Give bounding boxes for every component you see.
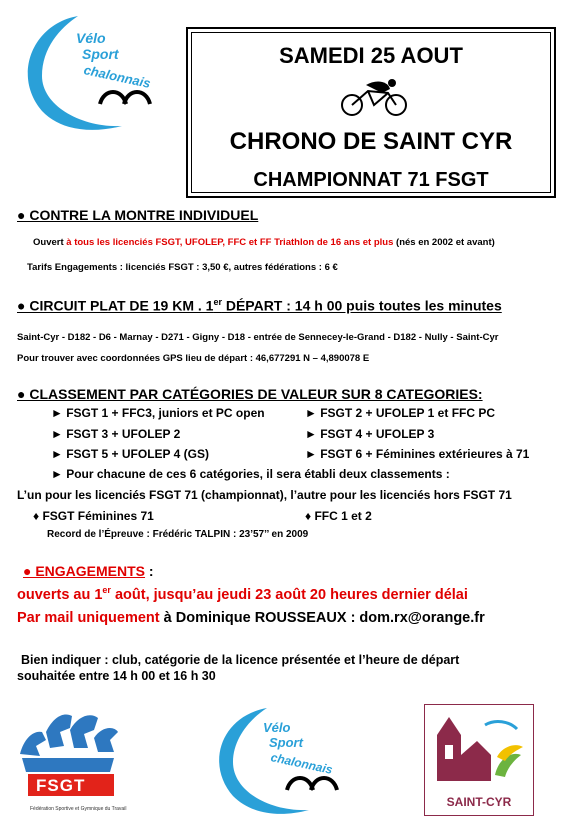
category-feminines: ♦ FSGT Féminines 71 bbox=[33, 509, 154, 523]
record-line: Record de l’Épreuve : Frédéric TALPIN : 23’57’’ en 2009 bbox=[47, 529, 309, 540]
event-date: SAMEDI 25 AOUT bbox=[279, 43, 463, 68]
velo-logo-text-2: Sport bbox=[82, 46, 119, 62]
tarifs-line: Tarifs Engagements : licenciés FSGT : 3,50 €, autres fédérations : 6 € bbox=[27, 262, 338, 273]
fsgt-figures-icon bbox=[6, 702, 136, 822]
velo-logo-text-3: chalonnais bbox=[82, 62, 152, 91]
velo-bottom-text-1: Vélo bbox=[263, 720, 291, 735]
section-engagements: ● ENGAGEMENTS : bbox=[23, 563, 154, 579]
saint-cyr-logo bbox=[424, 704, 534, 816]
saint-cyr-label: SAINT-CYR bbox=[446, 795, 512, 809]
category-1: ► FSGT 1 + FFC3, juniors et PC open bbox=[51, 406, 265, 420]
engagement-dates: ouverts au 1er août, jusqu’au jeudi 23 août 20 heures dernier délai bbox=[17, 585, 468, 603]
open-to-line: Ouvert à tous les licenciés FSGT, UFOLEP, FFC et FF Triathlon de 16 ans et plus (nés en 2002 et avant) bbox=[33, 237, 495, 248]
gps-line: Pour trouver avec coordonnées GPS lieu de départ : 46,677291 N – 4,890078 E bbox=[17, 353, 370, 364]
engagement-mail: Par mail uniquement à Dominique ROUSSEAUX : dom.rx@orange.fr bbox=[17, 610, 485, 626]
velo-sport-logo-top bbox=[12, 6, 162, 146]
engagement-note-1: Bien indiquer : club, catégorie de la licence présentée et l’heure de départ bbox=[21, 653, 460, 667]
velo-bottom-text-2: Sport bbox=[269, 735, 303, 750]
fsgt-logo bbox=[6, 702, 136, 822]
championship-title: CHAMPIONNAT 71 FSGT bbox=[253, 169, 489, 191]
velo-logo-text-1: Vélo bbox=[76, 30, 106, 46]
open-to-licenses: à tous les licenciés FSGT, UFOLEP, FFC et FF Triathlon de 16 ans et plus bbox=[66, 237, 394, 248]
event-title: CHRONO DE SAINT CYR bbox=[229, 128, 513, 155]
route-line: Saint-Cyr - D182 - D6 - Marnay - D271 - Gigny - D18 - entrée de Sennecey-le-Grand - D182 - Nully - Saint-Cyr bbox=[17, 332, 499, 343]
velo-bottom-text-3: chalonnais bbox=[269, 750, 334, 777]
category-3: ► FSGT 3 + UFOLEP 2 bbox=[51, 427, 181, 441]
section-classement: ● CLASSEMENT PAR CATÉGORIES DE VALEUR SUR 8 CATEGORIES: bbox=[17, 386, 483, 402]
title-box bbox=[186, 27, 556, 198]
classement-note: ► Pour chacune de ces 6 catégories, il sera établi deux classements : bbox=[51, 467, 450, 481]
section-circuit: ● CIRCUIT PLAT DE 19 KM . 1er DÉPART : 14 h 00 puis toutes les minutes bbox=[17, 297, 502, 314]
engagement-note-2: souhaitée entre 14 h 00 et 16 h 30 bbox=[17, 669, 216, 683]
fsgt-logo-caption: Fédération Sportive et Gymnique du Travail bbox=[30, 806, 127, 812]
category-ffc: ♦ FFC 1 et 2 bbox=[305, 509, 372, 523]
category-6: ► FSGT 6 + Féminines extérieures à 71 bbox=[305, 447, 530, 461]
velo-sport-logo-bottom bbox=[205, 698, 345, 826]
category-5: ► FSGT 5 + UFOLEP 4 (GS) bbox=[51, 447, 210, 461]
category-2: ► FSGT 2 + UFOLEP 1 et FFC PC bbox=[305, 406, 496, 420]
cyclist-icon bbox=[338, 77, 412, 117]
classement-detail: L’un pour les licenciés FSGT 71 (championnat), l’autre pour les licenciés hors FSGT 71 bbox=[17, 488, 512, 502]
section-contre-la-montre: ● CONTRE LA MONTRE INDIVIDUEL bbox=[17, 207, 259, 223]
fsgt-logo-text: FSGT bbox=[36, 776, 86, 795]
category-4: ► FSGT 4 + UFOLEP 3 bbox=[305, 427, 435, 441]
saint-cyr-church-icon bbox=[425, 705, 533, 789]
